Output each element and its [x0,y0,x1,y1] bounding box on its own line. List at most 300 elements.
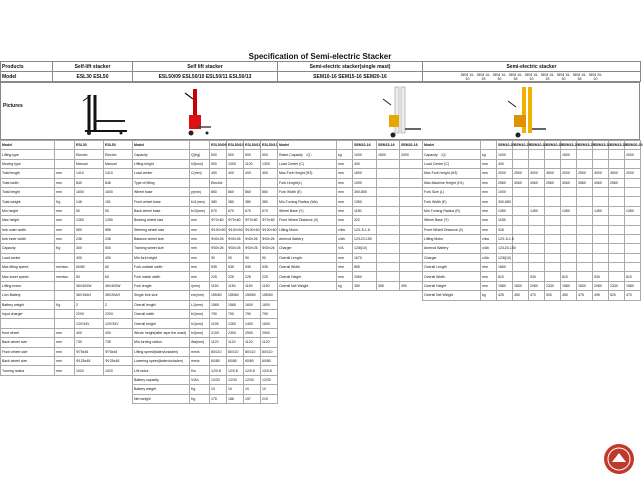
row-label: Overall Net Weight [423,291,481,300]
value-cell: 12/0.8 [227,366,244,375]
value-cell: 400 [210,169,227,178]
value-cell [377,169,400,178]
value-cell: 860 [261,187,278,196]
unit-cell: mm [337,272,353,281]
table-row [1,300,133,309]
value-cell [561,253,577,262]
value-cell: Electric [75,150,104,159]
value-cell: Φ100×50 [244,225,261,234]
value-cell [577,234,593,243]
value-cell [545,197,561,206]
table-row [423,169,641,178]
value-cell: 12/1.5-1.6 [353,225,377,234]
unit-cell: h3(mm) [190,159,210,168]
unit-cell: h4(mm) [190,328,210,337]
unit-cell: kg [337,281,353,290]
table-row [133,300,278,309]
value-cell: 90 [261,253,278,262]
table-row [1,366,133,375]
value-cell: 225 [261,272,278,281]
unit-cell: mm [55,234,75,243]
value-cell: 930 [529,272,545,281]
value-cell: 1670 [353,253,377,262]
value-cell: 1150 [244,281,261,290]
value-cell: Φ70×60 [244,216,261,225]
value-cell: Φ125x48 [104,356,133,365]
value-cell [609,206,625,215]
value-cell: 80/110 [210,347,227,356]
value-cell [609,253,625,262]
value-cell: 535 [227,263,244,272]
section-2-table [132,140,278,404]
value-cell: 1100 [244,159,261,168]
value-cell [609,197,625,206]
value-cell [625,159,641,168]
value-cell: 3060 [561,178,577,187]
value-cell: 36V400W [104,281,133,290]
unit-cell [55,159,75,168]
value-cell: 930 [593,272,609,281]
row-label: Overall Width [423,272,481,281]
g4-model: SEM 15-30 [556,72,571,81]
value-cell: 197 [244,394,261,403]
row-label: Overall Height [278,272,337,281]
value-cell: 500 [104,244,133,253]
value-cell: 1195 [210,319,227,328]
unit-cell: l(mm) [190,281,210,290]
value-cell [400,178,423,187]
value-cell: 90 [210,253,227,262]
value-cell: 80 [75,272,104,281]
value-cell: 1350 [353,197,377,206]
value-cell: 400 [75,328,104,337]
header-row [1,141,133,150]
unit-cell: mm [190,244,210,253]
value-cell: 10 [210,385,227,394]
row-label: Amerod Battery [278,234,337,243]
model-3: SEM10-16 SEM15-16 SEM20-16 [278,72,423,82]
value-cell: 80/110 [227,347,244,356]
table-row [133,244,278,253]
value-cell: Φ30×26 [244,244,261,253]
value-cell: 2500 [244,328,261,337]
unit-cell: v/Ah [481,244,497,253]
unit-cell: mm [337,169,353,178]
value-cell: 1450 [593,206,609,215]
value-cell: 810 [497,272,513,281]
unit-cell: mm [337,159,353,168]
value-cell: 225 [210,272,227,281]
value-cell [377,197,400,206]
value-cell [593,244,609,253]
g4-model: SEM 10-25 [476,72,491,81]
value-cell [513,216,529,225]
header-row [133,141,278,150]
value-cell: Φ100×50 [261,225,278,234]
row-label: Model [1,141,55,150]
value-cell: 1300 [261,159,278,168]
unit-cell: kg [337,150,353,159]
model-4 [423,72,641,82]
row-label: Fork inside width [133,272,190,281]
value-cell: 450 [561,291,577,300]
unit-cell: mm [190,272,210,281]
table-row [133,356,278,365]
table-row [278,253,423,262]
value-cell: 2500 [513,169,529,178]
value-cell [513,159,529,168]
g4-model: SEM 10-30 [492,72,507,81]
value-cell: 400 [244,169,261,178]
unit-cell: v/Ah [481,253,497,262]
value-cell: 500 [261,150,278,159]
value-cell: 10 [244,385,261,394]
value-cell [577,225,593,234]
table-row [133,338,278,347]
value-cell: 12/33 [210,375,227,384]
value-cell [593,216,609,225]
value-cell: 12/33 [227,375,244,384]
table-row [278,225,423,234]
value-cell: SEM20-20 [625,141,641,150]
table-row [278,197,423,206]
value-cell: 475 [577,291,593,300]
value-cell: 60 [104,263,133,272]
table-row [133,187,278,196]
unit-cell: mm [481,159,497,168]
unit-cell: mm [337,206,353,215]
model-1: ESL30 ESL50 [53,72,133,82]
value-cell [609,216,625,225]
row-label: Model [423,141,481,150]
table-row [423,150,641,159]
model-label: Model [1,72,53,82]
value-cell: ESL50/13 [261,141,278,150]
unit-cell: Kg [55,197,75,206]
value-cell: Φ30×26 [261,244,278,253]
value-cell: 670 [227,206,244,215]
value-cell: ESL50/09 [210,141,227,150]
value-cell: 470 [625,291,641,300]
value-cell: 1350 [497,206,513,215]
table-row [278,187,423,196]
table-row [278,216,423,225]
unit-cell: mm [481,281,497,290]
row-label: Overall height [133,319,190,328]
table-row [133,394,278,403]
unit-cell: mm [190,216,210,225]
value-cell: 2000 [625,169,641,178]
group-3: Semi-electric stacker(single mast) [278,62,423,72]
header-table [0,61,641,82]
value-cell [625,225,641,234]
value-cell [593,225,609,234]
value-cell [261,178,278,187]
value-cell: 2900 [261,328,278,337]
row-label: Lifting speed(laden/unladen) [133,347,190,356]
unit-cell: kg [481,291,497,300]
unit-cell [190,141,210,150]
value-cell [400,244,423,253]
table-row [133,319,278,328]
value-cell: 4060 [593,178,609,187]
value-cell [577,263,593,272]
g4-models [460,72,604,81]
table-row [133,385,278,394]
value-cell [577,159,593,168]
row-label: Max height [1,216,55,225]
unit-cell: mm [481,178,497,187]
table-row [1,206,133,215]
value-cell: 146 [75,197,104,206]
row-label: Min turning radius [133,338,190,347]
table-row [1,197,133,206]
value-cell [625,197,641,206]
value-cell: 12/0.8 [210,366,227,375]
table-row [133,263,278,272]
value-cell [377,253,400,262]
value-cell: 1020 [104,366,133,375]
row-label: Lifting type [1,150,55,159]
row-label: Max.Fork Height (H3) [278,169,337,178]
row-label: Model [133,141,190,150]
unit-cell: mm [481,272,497,281]
row-label: Total width [1,178,55,187]
value-cell: 12/8(10) [353,244,377,253]
value-cell: Φ70×60 [227,216,244,225]
unit-cell: C(mm) [190,169,210,178]
value-cell: 500 [244,150,261,159]
value-cell: 535 [210,263,227,272]
value-cell: ESL50/10 [227,141,244,150]
unit-cell: b10(mm) [190,206,210,215]
value-cell: SEM10-25 [513,141,529,150]
row-label: Turning radius [1,366,55,375]
value-cell [577,206,593,215]
value-cell: 1600 [75,187,104,196]
value-cell: 12/0.8 [244,366,261,375]
unit-cell: mm [55,225,75,234]
value-cell: 550 [75,225,104,234]
group-4: Semi-electric stacker [423,62,641,72]
table-row [423,281,641,290]
value-cell [377,272,400,281]
table-row [278,150,423,159]
value-cell: Φ30×26 [210,244,227,253]
value-cell: 1410 [104,169,133,178]
value-cell [561,197,577,206]
value-cell [561,244,577,253]
unit-cell: v/kw [337,225,353,234]
section-3-table [277,140,423,291]
value-cell: 1600 [244,300,261,309]
value-cell [561,216,577,225]
table-row [1,291,133,300]
value-cell: 322 [353,216,377,225]
table-row [278,169,423,178]
unit-cell: mm [481,169,497,178]
value-cell [244,178,261,187]
value-cell [513,197,529,206]
row-label: Whole height(after tape the mast) [133,328,190,337]
value-cell: 2000 [625,150,641,159]
value-cell [529,159,545,168]
value-cell [625,216,641,225]
unit-cell: b11(mm) [190,197,210,206]
g4-model: SEM 15-25 [540,72,555,81]
value-cell: 50 [104,206,133,215]
value-cell [561,159,577,168]
row-label: Capacity （Q） [423,150,481,159]
value-cell [513,234,529,243]
value-cell: 520 [609,291,625,300]
table-row [423,234,641,243]
value-cell: 1185 [497,216,513,225]
row-label: front wheel [1,328,55,337]
value-cell: 1600 [261,319,278,328]
row-label: Wheel base [133,187,190,196]
table-row [423,197,641,206]
value-cell [593,253,609,262]
g4-model: SEM 15-20 [524,72,539,81]
value-cell: 1120 [227,338,244,347]
row-label: Wheel Base (Y) [423,216,481,225]
table-row [423,253,641,262]
value-cell: 155/60 [210,291,227,300]
value-cell: 1150 [261,281,278,290]
value-cell: 36V20AH [104,291,133,300]
value-cell: Φ70×60 [261,216,278,225]
unit-cell: Kg [55,244,75,253]
unit-cell: v/kw [481,234,497,243]
value-cell [545,225,561,234]
unit-cell: mm/s [190,347,210,356]
value-cell [577,150,593,159]
value-cell [545,216,561,225]
unit-cell [55,150,75,159]
value-cell: 1580 [497,281,513,290]
value-cell: 380 [210,197,227,206]
table-row [278,272,423,281]
row-label: Lion Battery [1,291,55,300]
table-row [133,328,278,337]
unit-cell: mm [55,206,75,215]
value-cell: 1830 [577,281,593,290]
value-cell [377,206,400,215]
row-label: Load Center (C) [423,159,481,168]
value-cell: 380 [261,197,278,206]
value-cell [545,187,561,196]
value-cell: 155/60 [244,291,261,300]
value-cell [593,150,609,159]
table-row [278,206,423,215]
value-cell: 50 [75,206,104,215]
value-cell [377,234,400,243]
value-cell: SEM10-30 [529,141,545,150]
value-cell [609,263,625,272]
row-label: Lifting height [133,159,190,168]
unit-cell [55,310,75,319]
unit-cell: mm [337,263,353,272]
value-cell [400,225,423,234]
row-label: Charger [278,244,337,253]
value-cell: 60/80 [75,263,104,272]
value-cell: 425 [497,291,513,300]
value-cell [529,263,545,272]
unit-cell: mm [481,187,497,196]
unit-cell [55,253,75,262]
value-cell: Φ125x48 [75,356,104,365]
value-cell: 1600 [261,300,278,309]
value-cell [625,263,641,272]
value-cell: 60/80 [261,356,278,365]
row-label: Overall width [133,310,190,319]
value-cell: 1600 [353,169,377,178]
value-cell: 860 [227,187,244,196]
unit-cell: mm [337,253,353,262]
value-cell: 400 [227,169,244,178]
value-cell: 12/0.8 [261,366,278,375]
value-cell [609,225,625,234]
value-cell: 12/33 [244,375,261,384]
row-label: Fork outside width [133,263,190,272]
value-cell: 2000 [497,169,513,178]
table-row [278,244,423,253]
value-cell: 2100 [210,328,227,337]
unit-cell [55,319,75,328]
value-cell: 865 [353,263,377,272]
value-cell: 60 [104,272,133,281]
unit-cell: mm [481,216,497,225]
row-label: Amerod Battery [423,244,481,253]
value-cell: ESL50/11 [244,141,261,150]
unit-cell: e/s(mm) [190,291,210,300]
row-label: Capacity [1,244,55,253]
value-cell: 400 [497,159,513,168]
value-cell [561,225,577,234]
unit-cell: mm [481,206,497,215]
value-cell [227,178,244,187]
value-cell: 2330 [609,281,625,290]
unit-cell [55,281,75,290]
value-cell [593,197,609,206]
header-row [278,141,423,150]
value-cell: 300 [75,244,104,253]
value-cell: 3560 [577,178,593,187]
value-cell: 155/60 [261,291,278,300]
row-label: Battery weight [1,300,55,309]
value-cell: 1000 [497,150,513,159]
value-cell: 400 [75,253,104,262]
value-cell: 450 [513,291,529,300]
value-cell [561,187,577,196]
value-cell [377,178,400,187]
unit-cell: mm [190,253,210,262]
value-cell [400,253,423,262]
products-label: Products [1,62,53,72]
value-cell: 2080 [529,281,545,290]
row-label: Bearing wheel size [133,216,190,225]
value-cell [545,206,561,215]
model-2: ESL50/09 ESL50/10 ESL50/11 ESL50/13 [133,72,278,82]
g4-model: SEM 10-35 [508,72,523,81]
value-cell: 60/80 [227,356,244,365]
unit-cell: Kg [55,300,75,309]
row-label: Balance wheel size [133,234,190,243]
value-cell: 2080 [593,281,609,290]
row-label: Load Center (C) [278,159,337,168]
table-row [1,347,133,356]
